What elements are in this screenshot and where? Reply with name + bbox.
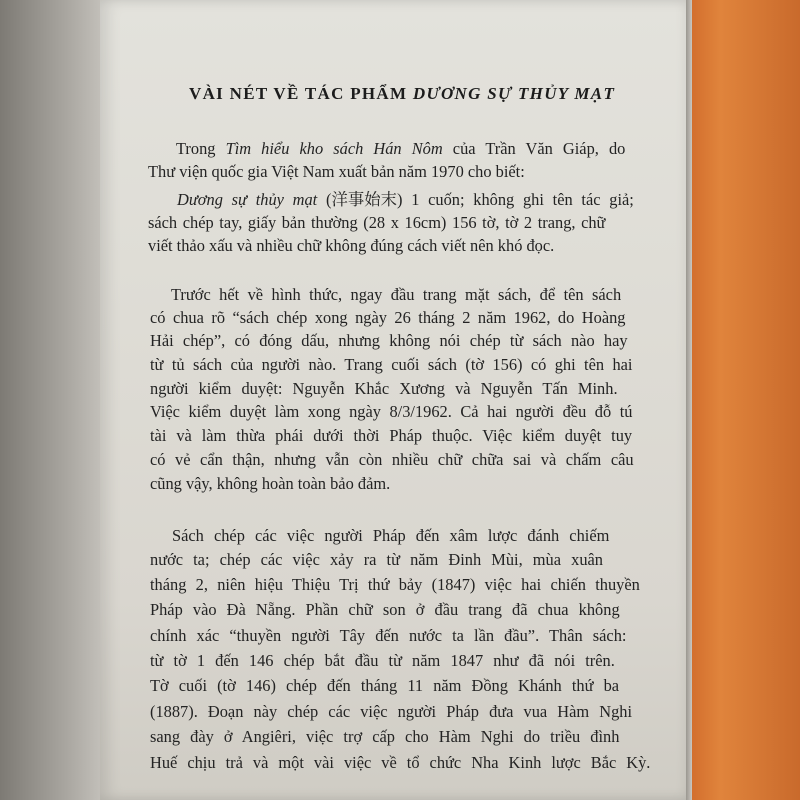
text-line bbox=[150, 330, 628, 352]
text-line bbox=[148, 212, 605, 234]
text-run: từ tờ 1 đến 146 chép bắt đầu từ năm 1847 như đã nói trên. bbox=[150, 651, 615, 670]
text-run: Huế chịu trả và một vài việc về tổ chức Nha Kinh lược Bắc Kỳ. bbox=[150, 753, 651, 772]
page-gutter-shadow bbox=[0, 0, 110, 800]
section-title-work: DƯƠNG SỰ THỦY MẠT bbox=[412, 84, 616, 103]
text-run: Pháp vào Đà Nẵng. Phần chữ son ở đầu trang đã chua không bbox=[150, 600, 620, 619]
italic-text-run: Dương sự thủy mạt bbox=[177, 190, 318, 209]
text-run: tài và làm thừa phái dưới thời Pháp thuộc. Việc kiểm duyệt tuy bbox=[150, 426, 633, 445]
text-run: viết thảo xấu và nhiều chữ không đúng cách viết nên khó đọc. bbox=[148, 236, 555, 255]
text-run: có chua rõ “sách chép xong ngày 26 tháng 2 năm 1962, do Hoàng bbox=[150, 308, 626, 327]
text-line bbox=[148, 161, 525, 183]
text-run: (洋事始末) 1 cuốn; không ghi tên tác giả; bbox=[317, 190, 634, 209]
text-line bbox=[150, 473, 390, 495]
text-run: từ tủ sách của người nào. Trang cuối sách (tờ 156) có ghi tên hai bbox=[150, 355, 633, 374]
text-line bbox=[150, 549, 603, 571]
text-line bbox=[150, 675, 619, 697]
text-line bbox=[150, 425, 632, 447]
text-line bbox=[150, 650, 615, 672]
text-run: cũng vậy, không hoàn toàn bảo đảm. bbox=[150, 474, 391, 493]
text-line bbox=[150, 449, 634, 471]
text-line bbox=[171, 284, 621, 306]
text-run: Hải chép”, có đóng dấu, nhưng không nói chép từ sách nào hay bbox=[150, 331, 628, 350]
text-run: sách chép tay, giấy bản thường (28 x 16cm) 156 tờ, tờ 2 trang, chữ bbox=[148, 213, 606, 232]
text-run: Trong bbox=[176, 139, 226, 158]
text-line bbox=[176, 138, 625, 160]
text-run: có vẻ cẩn thận, nhưng vẫn còn nhiều chữ chữa sai và chấm câu bbox=[150, 450, 634, 469]
text-run: người kiểm duyệt: Nguyễn Khắc Xương và Nguyễn Tấn Minh. bbox=[150, 379, 618, 398]
section-title-prefix: VÀI NÉT VỀ TÁC PHẨM bbox=[189, 84, 413, 103]
text-run: Thư viện quốc gia Việt Nam xuất bản năm 1970 cho biết: bbox=[148, 162, 525, 181]
text-run: (1887). Đoạn này chép các việc người Pháp đưa vua Hàm Nghi bbox=[150, 702, 633, 721]
text-run: Trước hết về hình thức, ngay đầu trang mặt sách, để tên sách bbox=[171, 285, 622, 304]
section-title bbox=[189, 84, 689, 104]
text-line bbox=[150, 574, 640, 596]
text-line bbox=[172, 525, 609, 547]
text-line bbox=[150, 307, 626, 329]
text-run: của Trần Văn Giáp, do bbox=[442, 139, 626, 158]
text-line bbox=[148, 235, 554, 257]
text-line bbox=[150, 752, 650, 774]
text-line bbox=[150, 401, 632, 423]
text-line bbox=[150, 378, 618, 400]
text-run: sang đày ở Angiêri, việc trợ cấp cho Hàm Nghi do triều đình bbox=[150, 727, 620, 746]
text-line bbox=[150, 625, 626, 647]
book-cover-edge bbox=[686, 0, 800, 800]
text-run: nước ta; chép các việc xảy ra từ năm Đinh Mùi, mùa xuân bbox=[150, 550, 603, 569]
text-run: chính xác “thuyền người Tây đến nước ta lần đầu”. Thân sách: bbox=[150, 626, 627, 645]
text-run: Sách chép các việc người Pháp đến xâm lược đánh chiếm bbox=[172, 526, 610, 545]
text-run: tháng 2, niên hiệu Thiệu Trị thứ bảy (1847) việc hai chiến thuyền bbox=[150, 575, 640, 594]
text-run: Tờ cuối (tờ 146) chép đến tháng 11 năm Đồng Khánh thứ ba bbox=[150, 676, 620, 695]
text-line bbox=[177, 189, 634, 211]
text-line bbox=[150, 701, 632, 723]
text-line bbox=[150, 599, 620, 621]
text-run: Việc kiểm duyệt làm xong ngày 8/3/1962. Cả hai người đều đỗ tú bbox=[150, 402, 633, 421]
italic-text-run: Tìm hiểu kho sách Hán Nôm bbox=[225, 139, 443, 158]
text-line bbox=[150, 726, 619, 748]
text-line bbox=[150, 354, 632, 376]
